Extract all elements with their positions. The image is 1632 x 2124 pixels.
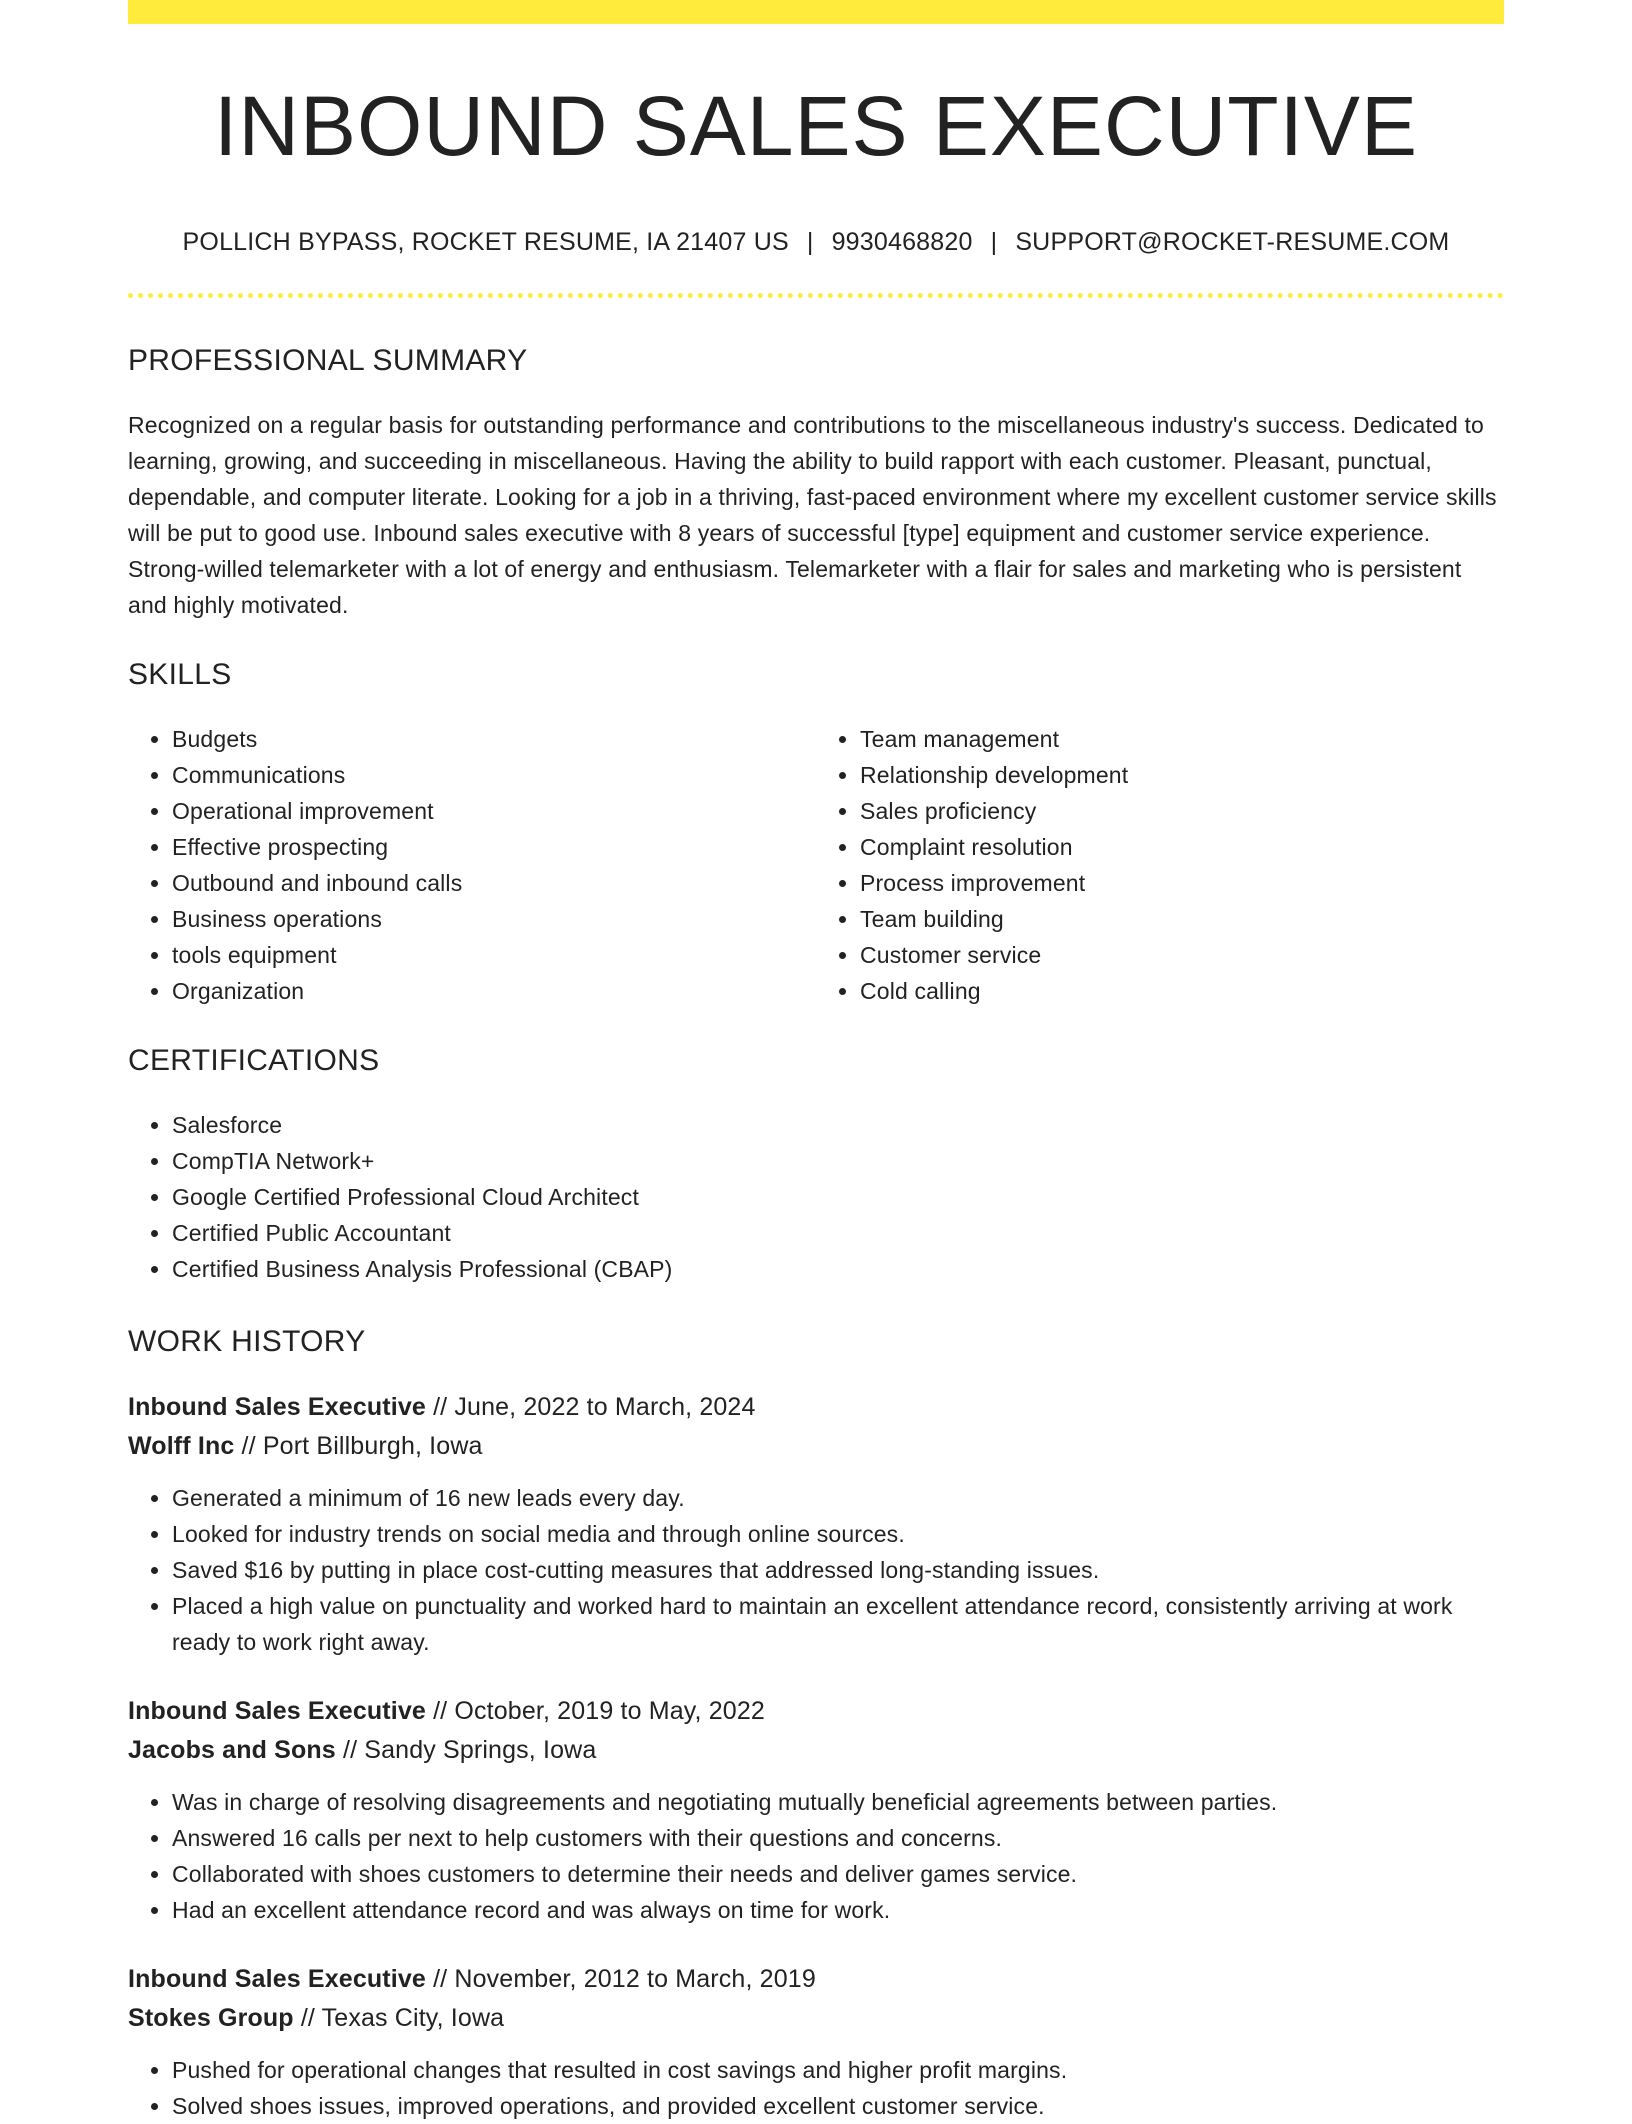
contact-line xyxy=(128,230,1504,255)
certification-item: • CompTIA Network+ xyxy=(172,1143,1504,1179)
job-bullet: • Looked for industry trends on social media and through online sources. xyxy=(172,1516,1504,1552)
job-bullet: • Answered 16 calls per next to help customers with their questions and concerns. xyxy=(172,1820,1504,1856)
job-location: // Sandy Springs, Iowa xyxy=(335,1736,597,1764)
job-bullets xyxy=(128,2052,1504,2124)
resume-page xyxy=(128,0,1504,2124)
separator: | xyxy=(990,228,998,256)
job-bullet: • Solved shoes issues, improved operations, and provided excellent customer service. xyxy=(172,2088,1504,2124)
job-bullet: • Was in charge of resolving disagreements and negotiating mutually beneficial agreements between parties. xyxy=(172,1784,1504,1820)
job-dates: // October, 2019 to May, 2022 xyxy=(425,1697,765,1725)
separator: | xyxy=(806,228,814,256)
certification-item: • Certified Public Accountant xyxy=(172,1215,1504,1251)
certifications-heading: CERTIFICATIONS xyxy=(128,1044,380,1077)
summary-heading: PROFESSIONAL SUMMARY xyxy=(128,344,528,377)
job-role: Inbound Sales Executive xyxy=(128,1965,426,1993)
work-history-heading: WORK HISTORY xyxy=(128,1325,366,1358)
skill-item: • tools equipment xyxy=(172,937,816,973)
skill-item: • Process improvement xyxy=(860,865,1504,901)
job-bullet: • Collaborated with shoes customers to determine their needs and deliver games service. xyxy=(172,1856,1504,1892)
skill-item: • Communications xyxy=(172,757,816,793)
skill-item: • Organization xyxy=(172,973,816,1009)
job-company: Wolff Inc xyxy=(128,1432,235,1460)
job-company: Stokes Group xyxy=(128,2004,294,2032)
skill-item: • Operational improvement xyxy=(172,793,816,829)
skill-item: • Team building xyxy=(860,901,1504,937)
job-dates: // November, 2012 to March, 2019 xyxy=(425,1965,816,1993)
job-role: Inbound Sales Executive xyxy=(128,1393,426,1421)
address: POLLICH BYPASS, ROCKET RESUME, IA 21407 US xyxy=(182,228,789,256)
job-bullet: • Had an excellent attendance record and was always on time for work. xyxy=(172,1892,1504,1928)
job-bullets xyxy=(128,1480,1504,1660)
job-title-line xyxy=(128,1388,1504,1427)
job-title-line xyxy=(128,1960,1504,1999)
job-role: Inbound Sales Executive xyxy=(128,1697,426,1725)
skill-item: • Budgets xyxy=(172,721,816,757)
accent-bar xyxy=(128,0,1504,24)
skill-item: • Team management xyxy=(860,721,1504,757)
skill-item: • Effective prospecting xyxy=(172,829,816,865)
job-bullet: • Pushed for operational changes that resulted in cost savings and higher profit margins. xyxy=(172,2052,1504,2088)
resume-title: INBOUND SALES EXECUTIVE xyxy=(214,79,1418,173)
job-entry xyxy=(128,1388,1504,1660)
certification-item: • Google Certified Professional Cloud Architect xyxy=(172,1179,1504,1215)
skill-item: • Outbound and inbound calls xyxy=(172,865,816,901)
job-company-line xyxy=(128,1427,1504,1466)
job-bullet: • Generated a minimum of 16 new leads every day. xyxy=(172,1480,1504,1516)
job-location: // Texas City, Iowa xyxy=(293,2004,505,2032)
skills-list-right xyxy=(816,721,1504,1009)
job-entry xyxy=(128,1960,1504,2124)
phone: 9930468820 xyxy=(831,228,973,256)
skills-list-left xyxy=(128,721,816,1009)
skill-item: • Relationship development xyxy=(860,757,1504,793)
job-bullets xyxy=(128,1784,1504,1928)
job-entry xyxy=(128,1692,1504,1928)
job-dates: // June, 2022 to March, 2024 xyxy=(425,1393,756,1421)
certification-item: • Certified Business Analysis Professional (CBAP) xyxy=(172,1251,1504,1287)
skill-item: • Complaint resolution xyxy=(860,829,1504,865)
skill-item: • Business operations xyxy=(172,901,816,937)
job-bullet: • Saved $16 by putting in place cost-cutting measures that addressed long-standing issues. xyxy=(172,1552,1504,1588)
job-location: // Port Billburgh, Iowa xyxy=(234,1432,483,1460)
email: SUPPORT@ROCKET-RESUME.COM xyxy=(1015,228,1450,256)
job-title-line xyxy=(128,1692,1504,1731)
skills-heading: SKILLS xyxy=(128,658,232,691)
certification-item: • Salesforce xyxy=(172,1107,1504,1143)
skill-item: • Sales proficiency xyxy=(860,793,1504,829)
summary-text: Recognized on a regular basis for outstanding performance and contributions to the miscellaneous industry's success. Dedicated to learning, growing, and succeeding in miscellaneous. Having the ability to build rapport with each customer. Pleasant, punctual, dependable, and computer literate. Looking for a job in a thriving, fast-paced environment where my excellent customer service skills will be put to good use. Inbound sales executive with 8 years of successful [type] equipment and customer service experience. Strong-willed telemarketer with a lot of energy and enthusiasm. Telemarketer with a flair for sales and marketing who is persistent and highly motivated. xyxy=(128,412,1497,618)
dotted-divider xyxy=(128,293,1504,298)
job-company-line xyxy=(128,1999,1504,2038)
skills-columns xyxy=(128,721,1504,1009)
skill-item: • Cold calling xyxy=(860,973,1504,1009)
job-bullet: • Placed a high value on punctuality and worked hard to maintain an excellent attendance record, consistently arriving at work ready to work right away. xyxy=(172,1588,1504,1660)
job-company-line xyxy=(128,1731,1504,1770)
job-company: Jacobs and Sons xyxy=(128,1736,336,1764)
certifications-list xyxy=(128,1107,1504,1287)
skill-item: • Customer service xyxy=(860,937,1504,973)
